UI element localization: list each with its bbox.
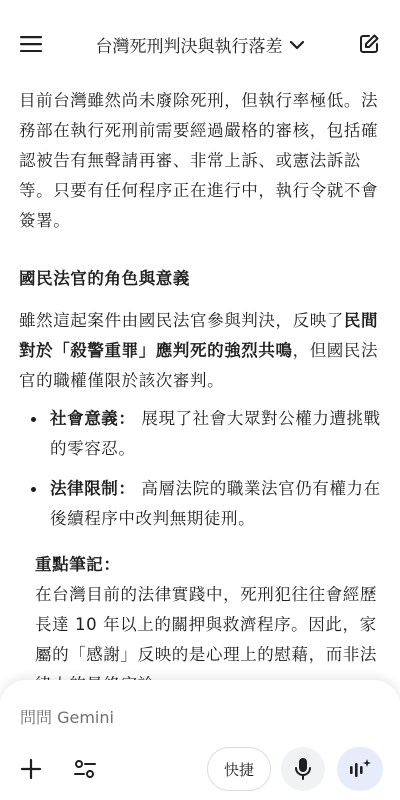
prompt-panel bbox=[0, 680, 400, 800]
note-title: 重點筆記： bbox=[35, 555, 121, 574]
bullet-text: 展現了社會大眾對公權力遭挑戰的零容忍。 bbox=[50, 409, 381, 458]
conversation-title: 台灣死刑判決與執行落差 bbox=[95, 36, 283, 57]
paragraph-bold-text: 民間對於「殺警重罪」應判死的強烈共鳴 bbox=[19, 311, 379, 360]
note-text: 在台灣目前的法律實踐中，死刑犯往往會經歷長達 10 年以上的關押與救濟程序。因此，家屬的「感謝」反映的是心理上的慰藉，而非法 bbox=[35, 585, 377, 664]
bullet-dot bbox=[31, 417, 36, 422]
chevron-down-icon bbox=[289, 35, 305, 54]
plus-icon[interactable] bbox=[14, 752, 48, 786]
edit-pencil-icon[interactable] bbox=[352, 30, 386, 58]
section-heading: 國民法官的角色與意義 bbox=[19, 269, 190, 288]
paragraph-text: 雖然這起案件由國民法官參與判決，反映了 bbox=[19, 311, 344, 330]
paragraph-execution: 目前台灣雖然尚未廢除死刑，但執行率極低。法務部在執行死刑前需要經過嚴格的審核，包括確認被告有無聲請再審、非常上訴、或憲法訴訟等。只要有任何程序正在進行中，執行令就不會簽署。 bbox=[19, 91, 379, 230]
bullet-term: 社會意義： bbox=[50, 409, 136, 428]
gemini-live-icon[interactable] bbox=[337, 747, 383, 791]
paragraph-lay-judges bbox=[19, 306, 383, 396]
prompt-input[interactable] bbox=[20, 704, 320, 730]
response-content bbox=[19, 60, 383, 700]
list-item bbox=[19, 474, 383, 534]
list-item bbox=[19, 404, 383, 464]
bullet-text: 高層法院的職業法官仍有權力在後續程序中改判無期徒刑。 bbox=[50, 479, 381, 528]
fast-mode-button[interactable]: 快捷 bbox=[207, 747, 271, 791]
conversation-title-dropdown[interactable] bbox=[60, 30, 340, 58]
bullet-list bbox=[19, 404, 383, 534]
paragraph-text: ，但國民法官的職權僅限於該次審判。 bbox=[19, 341, 379, 390]
top-app-bar bbox=[0, 0, 400, 84]
bullet-term: 法律限制： bbox=[50, 479, 136, 498]
tools-sliders-icon[interactable] bbox=[68, 752, 102, 786]
bullet-dot bbox=[31, 487, 36, 492]
microphone-icon[interactable] bbox=[281, 747, 325, 791]
hamburger-menu-icon[interactable] bbox=[14, 30, 48, 58]
key-note bbox=[19, 550, 383, 700]
